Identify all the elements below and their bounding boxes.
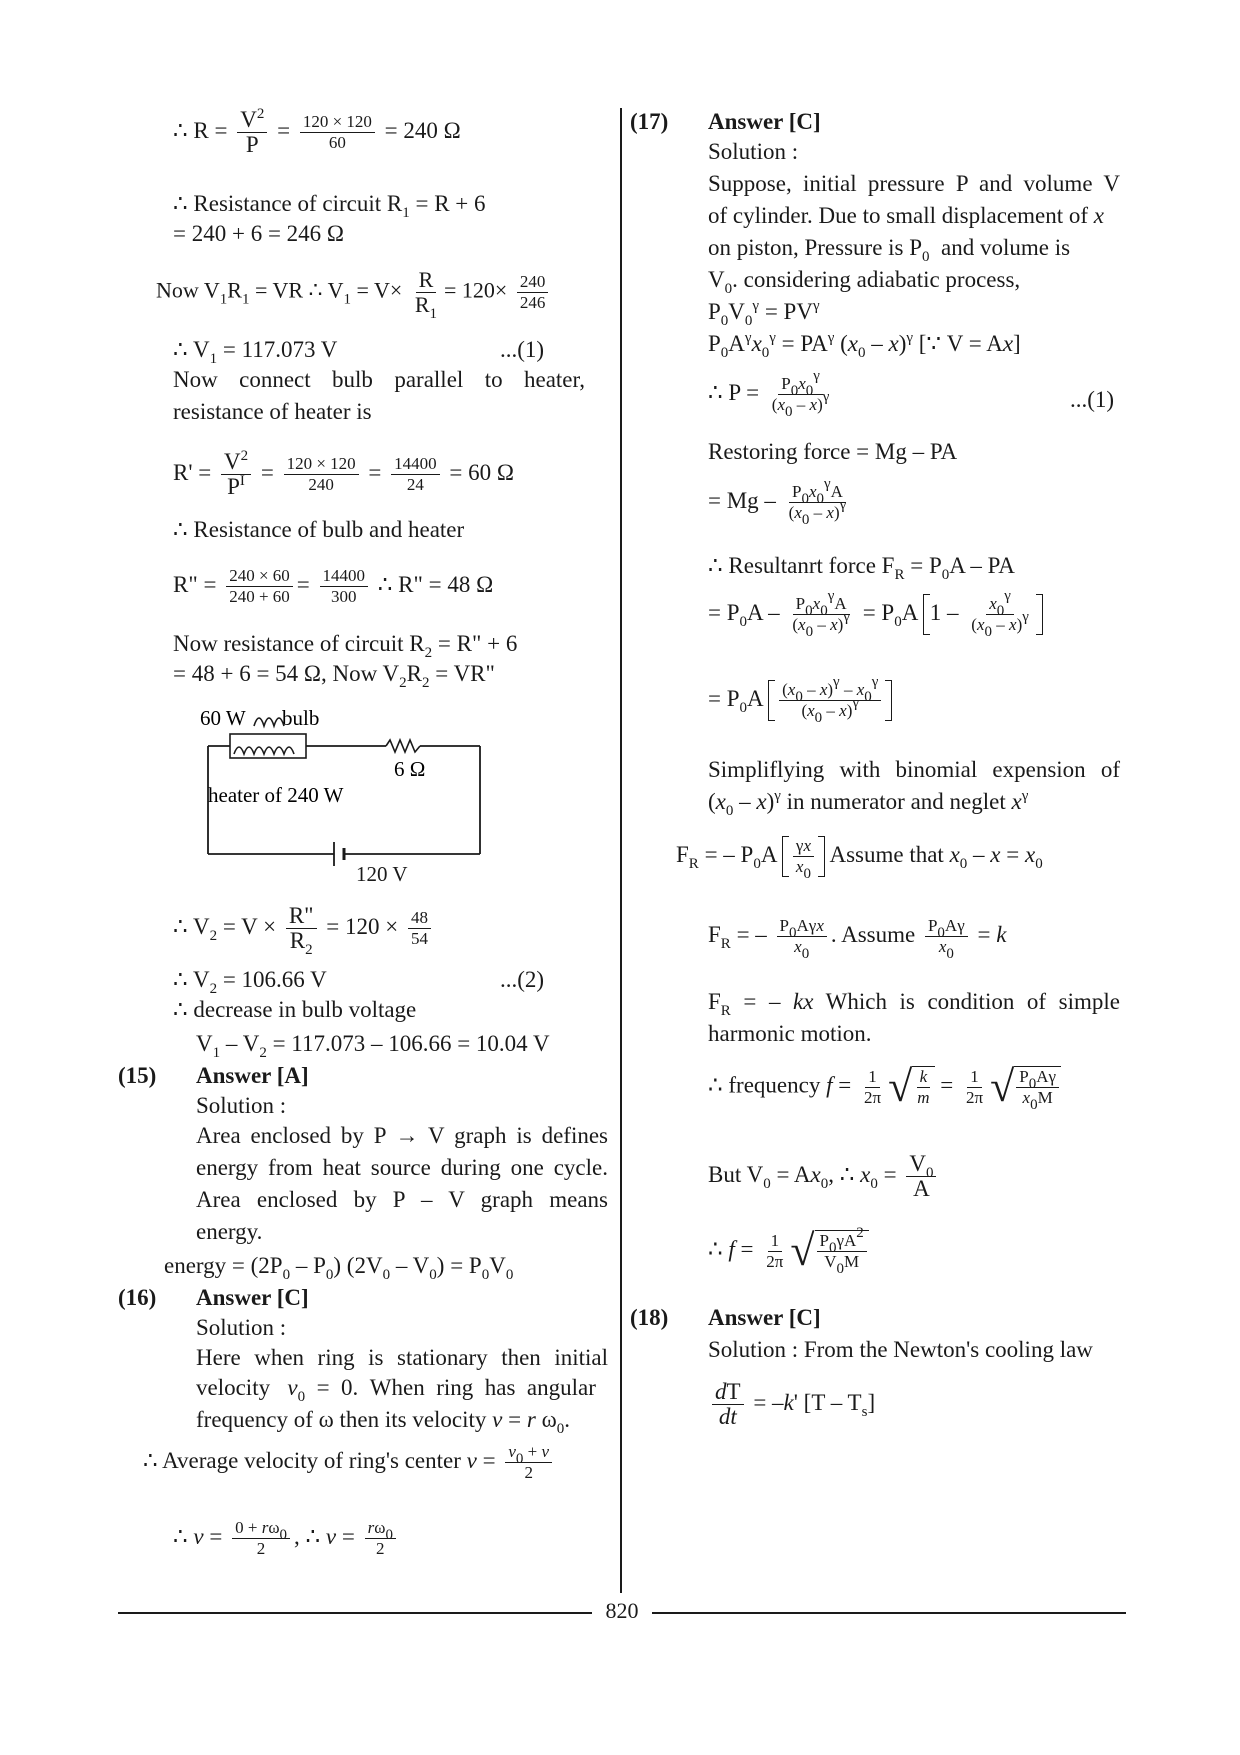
q17-frequency: ∴ frequency f = $\frac{1}{2\pi}$ √ $\frac{k}{m}$ = $\frac{1}{2\pi}$ √ $\frac{P_0A\gamma}{x_0M}$ [708, 1066, 1061, 1108]
energy-eq: energy = $(2P_0 - P_0)$ $(2V_0 - V_0) = P_0V_0$ [164, 1253, 514, 1283]
v2-result: ∴ $V_2 = 106.66$ V [173, 967, 327, 997]
bulb-label: bulb [282, 706, 320, 730]
q17-answer: Answer [C] [708, 109, 821, 134]
resistor-label: 6 Ω [394, 757, 426, 781]
q16-line-3-text: frequency of ω then its velocity [196, 1407, 487, 1432]
energy-text: energy = (2P [164, 1253, 283, 1278]
heater-coil-icon [234, 747, 294, 754]
q15-solution-label: Solution : [196, 1093, 287, 1118]
eq-r-double: R" = $\frac{240 \times 60}{240 + 60}$ = $\frac{14400}{300}$ ∴ R" = 48 Ω [173, 566, 494, 606]
q16-avg-velocity: ∴ Average velocity of ring's center v = $\frac{v_0 + v}{2}$ [143, 1442, 556, 1483]
q17-solution-label: Solution : [708, 139, 799, 164]
q17-restoring-eq: = Mg – $\frac{P_0x_0^\gamma A}{(x_0 - x)^\gamma}$ [708, 476, 847, 528]
q16-line-2: velocity $v_0 = 0$. When ring has angular [196, 1375, 596, 1405]
q15-line-1: Area enclosed by P → V graph is defines [196, 1123, 608, 1148]
bulb-power-label: 60 W [200, 706, 246, 730]
q17-restoring: Restoring force = Mg – PA [708, 439, 958, 464]
eq-ref-1: ...(1) [500, 337, 545, 362]
v2-value: = 106.66 V [222, 967, 327, 992]
q17-adiabatic-2: $P_0A^\gamma x_0^\gamma = PA^\gamma$ $(x_0 - x)^\gamma$ [∵ V = Ax] [708, 330, 1021, 361]
res-bulb-heater: ∴ Resistance of bulb and heater [173, 517, 465, 542]
eq-v1: Now $V_1R_1$ = VR ∴ $V_1 = V\times$ $\frac{R}{R_1}$ = 120× $\frac{240}{246}$ [156, 268, 552, 317]
q16-number: (16) [118, 1285, 157, 1310]
res-circuit-line: ∴ Resistance of circuit $R_1 = R + 6$ [173, 191, 486, 221]
q17-eq-ref-1: ...(1) [1070, 387, 1115, 412]
eq-v2: ∴ $V_2 = V$ × $\frac{R"}{R_2}$ = 120 × $\frac{48}{54}$ [173, 904, 435, 953]
footer-rule-right [652, 1612, 1126, 1614]
q17-line-4-text: considering adiabatic process, [743, 267, 1021, 292]
eq-ref-2: ...(2) [500, 967, 545, 992]
battery-label: 120 V [356, 862, 408, 886]
q15-line-4: energy. [196, 1219, 263, 1244]
bulb-icon [254, 718, 284, 726]
q15-line-3: Area enclosed by P – V graph means [196, 1187, 608, 1212]
res-circuit-text-b: = R + 6 [415, 191, 486, 216]
now-res-text-b: = R" + 6 [437, 631, 518, 656]
q17-fr-eq: $F_R$ = – $P_0A$ $\frac{\gamma x}{x_0}$ Assume that $x_0 - x = x_0$ [676, 836, 1043, 882]
column-divider [620, 108, 622, 1593]
circuit-diagram [198, 698, 498, 873]
res-circuit-text: Resistance of circuit R [193, 191, 403, 216]
resistor-icon [386, 740, 420, 752]
now-v2-text: = 48 + 6 = 54 Ω, Now V [173, 661, 400, 686]
q16-line-1: Here when ring is stationary then initial [196, 1345, 608, 1370]
heater-box [230, 734, 306, 758]
q17-fr-eq-2: $F_R$ = – $\frac{P_0A\gamma x}{x_0}$ . Assume $\frac{P_0A\gamma}{x_0}$ = k [708, 916, 1007, 962]
eq-r-prime: R' = $\frac{V^2}{P^I}$ = $\frac{120 \times 120}{240}$ = $\frac{14400}{24}$ = 60 Ω [173, 448, 514, 499]
q17-line-3-text-b: and volume is [941, 235, 1071, 260]
footer-rule-left [118, 1612, 592, 1614]
q15-answer: Answer [A] [196, 1063, 309, 1088]
q17-line-1: Suppose, initial pressure P and volume V [708, 171, 1120, 196]
q16-avg-text: Average velocity of ring's center [162, 1447, 461, 1473]
eq-r: ∴ R = $\frac{V^2}{P}$ = $\frac{120 \times 120}{60}$ = 240 Ω [173, 106, 461, 157]
q16-line-3: frequency of ω then its velocity v = r $\omega_0$. [196, 1407, 570, 1437]
v1-value: = 117.073 V [222, 337, 338, 362]
q17-shm-2: harmonic motion. [708, 1021, 872, 1046]
q17-resultant-text: Resultanrt force [728, 553, 876, 578]
q17-shm-1: $F_R$ = – kx Which is condition of simple [708, 989, 1120, 1019]
decrease-text: decrease in bulb voltage [193, 997, 417, 1022]
res-circuit-sum: = 240 + 6 = 246 Ω [173, 221, 345, 246]
q17-line-2-text: of cylinder. Due to small displacement of [708, 203, 1089, 228]
q18-number: (18) [630, 1305, 669, 1330]
q18-solution: Solution : From the Newton's cooling law [708, 1337, 1093, 1362]
q17-line-3-text: on piston, Pressure is [708, 235, 904, 260]
q17-simplify-2-text: in numerator and neglet [786, 789, 1006, 814]
q17-frequency-text: frequency [728, 1072, 821, 1098]
q17-simplify-1: Simpliflying with binomial expension of [708, 757, 1120, 782]
decrease-line: ∴ decrease in bulb voltage [173, 997, 417, 1022]
q16-answer: Answer [C] [196, 1285, 309, 1310]
q17-final-freq: ∴ f = $\frac{1}{2\pi}$ √ $\frac{P_0\gamma A^2}{V_0M}$ [708, 1230, 869, 1272]
q17-line-3: on piston, Pressure is $P_0$ and volume is [708, 235, 1071, 265]
q17-pressure: ∴ P = $\frac{P_0x_0^\gamma}{(x_0 - x)^\gamma}$ [708, 368, 830, 420]
v1-result: ∴ $V_1 = 117.073$ V [173, 337, 338, 367]
connect-text-2: resistance of heater is [173, 399, 372, 424]
q17-assume-2: . Assume [830, 921, 916, 947]
q15-line-2: energy from heat source during one cycle. [196, 1155, 608, 1180]
q17-assume-1: Assume that [829, 841, 944, 867]
now-res-text: Now resistance of circuit R [173, 631, 425, 656]
now-v2-line: = 48 + 6 = 54 Ω, Now $V_2R_2$ = VR" [173, 661, 495, 691]
q17-line-4: $V_0$. considering adiabatic process, [708, 267, 1021, 297]
q17-simplified-eq: = $P_0A$ $\frac{(x_0 - x)^\gamma - x_0^\gamma}{(x_0 - x)^\gamma}$ [708, 680, 892, 721]
now-res-line: Now resistance of circuit $R_2 = R$" + 6 [173, 631, 518, 661]
q17-resultant-eq: = $P_0A$ – $\frac{P_0x_0^\gamma A}{(x_0 - x)^\gamma}$ = $P_0A$ 1 – $\frac{x_0^\gamma}{(x_0 - x)^\gamma}$ [708, 594, 1043, 635]
q17-adiabatic: $P_0V_0^\gamma = PV^\gamma$ [708, 298, 820, 329]
v1-label: V [192, 337, 210, 362]
q18-cooling-eq: $\frac{dT}{dt}$ = –k' $[T - T_s]$ [708, 1380, 875, 1429]
q17-but: But $V_0 = Ax_0$, ∴ $x_0$ = $\frac{V_0}{A}$ [708, 1152, 940, 1201]
diff-value: = 117.073 – 106.66 = 10.04 V [272, 1031, 550, 1056]
page-number: 820 [605, 1598, 639, 1623]
q17-simplify-2: $(x_0 - x)^\gamma$ in numerator and neglet $x^\gamma$ [708, 788, 1029, 819]
heater-label: heater of 240 W [208, 783, 344, 807]
res-bulb-heater-text: Resistance of bulb and heater [193, 517, 465, 542]
q17-shm-1-text: Which is condition of simple [825, 989, 1120, 1014]
q15-number: (15) [118, 1063, 157, 1088]
q17-number: (17) [630, 109, 669, 134]
q17-but-text: But [708, 1161, 742, 1187]
q16-v-result: ∴ v = $\frac{0 + r\omega_0}{2}$ , ∴ v = $\frac{r\omega_0}{2}$ [173, 1518, 400, 1559]
q17-line-2: of cylinder. Due to small displacement of x [708, 203, 1105, 228]
q17-resultant: ∴ Resultanrt force $F_R = P_0A$ – PA [708, 553, 1015, 583]
q16-solution-label: Solution : [196, 1315, 287, 1340]
diff-line: $V_1 - V_2 = 117.073 - 106.66 = 10.04$ V [196, 1031, 550, 1061]
connect-text-1: Now connect bulb parallel to heater, [173, 367, 585, 392]
q18-answer: Answer [C] [708, 1305, 821, 1330]
